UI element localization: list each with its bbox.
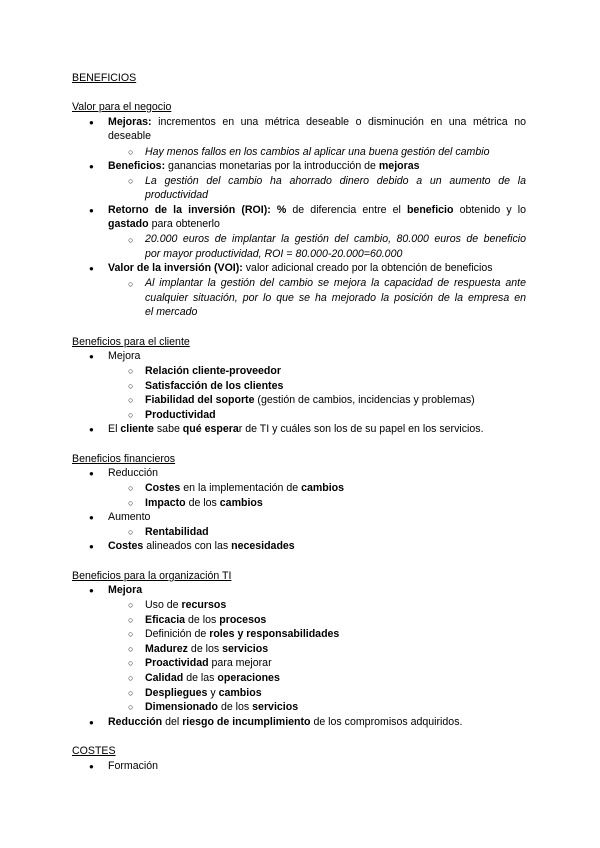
section-title-beneficios: BENEFICIOS [72, 72, 137, 84]
mejoras-example: Hay menos fallos en los cambios al aplicar una buena gestión del cambio [145, 146, 490, 158]
cliente-item-3: Fiabilidad del soporte (gestión de cambios, incidencias y problemas) [145, 394, 475, 406]
mejoras-line-2: deseable [108, 130, 152, 142]
bullet-disc: ● [89, 762, 94, 771]
bullet-circle: ○ [128, 527, 134, 537]
bullet-disc: ● [89, 469, 94, 478]
financieros-reduccion: Reducción [108, 467, 159, 479]
bullet-disc: ● [89, 264, 94, 273]
financieros-item-impacto: Impacto de los cambios [145, 497, 263, 509]
mejoras-label: Mejoras: [108, 116, 152, 128]
bullet-circle: ○ [128, 615, 134, 625]
bullet-circle: ○ [128, 176, 134, 186]
bullet-circle: ○ [128, 235, 134, 245]
beneficios-line: Beneficios: ganancias monetarias por la introducción de mejoras [108, 160, 420, 172]
bullet-circle: ○ [128, 658, 134, 668]
cliente-sabe-line: El cliente sabe qué esperar de TI y cuáles son los de su papel en los servicios. [108, 423, 484, 435]
cliente-item-4: Productividad [145, 409, 216, 421]
heading-beneficios-organizacion: Beneficios para la organización TI [72, 570, 232, 582]
organizacion-item: Definición de roles y responsabilidades [145, 628, 340, 640]
bullet-circle: ○ [128, 366, 134, 376]
beneficios-example-1: La gestión del cambio ha ahorrado dinero debido a un aumento de la [145, 175, 526, 187]
organizacion-item: Madurez de los servicios [145, 643, 269, 655]
bullet-disc: ● [89, 513, 94, 522]
organizacion-mejora: Mejora [108, 584, 143, 596]
cliente-mejora: Mejora [108, 350, 141, 362]
cliente-item-2: Satisfacción de los clientes [145, 380, 284, 392]
beneficios-example-2: productividad [145, 189, 209, 201]
heading-valor-negocio: Valor para el negocio [72, 101, 172, 113]
roi-line: Retorno de la inversión (ROI): % de diferencia entre el beneficio obtenido y lo [108, 204, 526, 216]
financieros-aumento: Aumento [108, 511, 151, 523]
section-title-costes: COSTES [72, 745, 116, 757]
heading-beneficios-cliente: Beneficios para el cliente [72, 336, 190, 348]
bullet-circle: ○ [128, 410, 134, 420]
bullet-disc: ● [89, 352, 94, 361]
bullet-circle: ○ [128, 381, 134, 391]
bullet-disc: ● [89, 425, 94, 434]
financieros-item-costes: Costes en la implementación de cambios [145, 482, 345, 494]
bullet-circle: ○ [128, 673, 134, 683]
organizacion-item: Proactividad para mejorar [145, 657, 272, 669]
roi-example-1: 20.000 euros de implantar la gestión del cambio, 80.000 euros de beneficio [145, 233, 526, 245]
bullet-circle: ○ [128, 147, 134, 157]
financieros-costes-line: Costes alineados con las necesidades [108, 540, 295, 552]
bullet-circle: ○ [128, 498, 134, 508]
bullet-disc: ● [89, 542, 94, 551]
bullet-circle: ○ [128, 395, 134, 405]
voi-line: Valor de la inversión (VOI): valor adicional creado por la obtención de beneficios [108, 262, 493, 274]
heading-beneficios-financieros: Beneficios financieros [72, 453, 176, 465]
bullet-disc: ● [89, 206, 94, 215]
voi-example-1: Al implantar la gestión del cambio se mejora la capacidad de respuesta ante [145, 277, 526, 289]
bullet-circle: ○ [128, 644, 134, 654]
organizacion-item: Dimensionado de los servicios [145, 701, 299, 713]
voi-example-2: cualquier situación, por lo que se ha mejorado la posición de la empresa en [145, 292, 526, 304]
bullet-disc: ● [89, 718, 94, 727]
costes-formacion: Formación [108, 760, 159, 772]
bullet-circle: ○ [128, 279, 134, 289]
bullet-disc: ● [89, 162, 94, 171]
organizacion-item: Uso de recursos [145, 599, 227, 611]
bullet-disc: ● [89, 586, 94, 595]
bullet-circle: ○ [128, 483, 134, 493]
organizacion-item: Eficacia de los procesos [145, 614, 267, 626]
bullet-circle: ○ [128, 702, 134, 712]
bullet-disc: ● [89, 118, 94, 127]
organizacion-reduccion-line: Reducción del riesgo de incumplimiento de los compromisos adquiridos. [108, 716, 463, 728]
financieros-item-rentabilidad: Rentabilidad [145, 526, 209, 538]
bullet-circle: ○ [128, 600, 134, 610]
bullet-circle: ○ [128, 629, 134, 639]
organizacion-item: Calidad de las operaciones [145, 672, 280, 684]
mejoras-line: Mejoras: incrementos en una métrica deseable o disminución en una métrica no [108, 116, 526, 128]
cliente-item-1: Relación cliente-proveedor [145, 365, 281, 377]
roi-example-2: por mayor productividad, ROI = 80.000-20.000=60.000 [145, 248, 403, 260]
voi-example-3: el mercado [145, 306, 198, 318]
organizacion-item: Despliegues y cambios [145, 687, 262, 699]
bullet-circle: ○ [128, 688, 134, 698]
roi-line-2: gastado para obtenerlo [108, 218, 220, 230]
